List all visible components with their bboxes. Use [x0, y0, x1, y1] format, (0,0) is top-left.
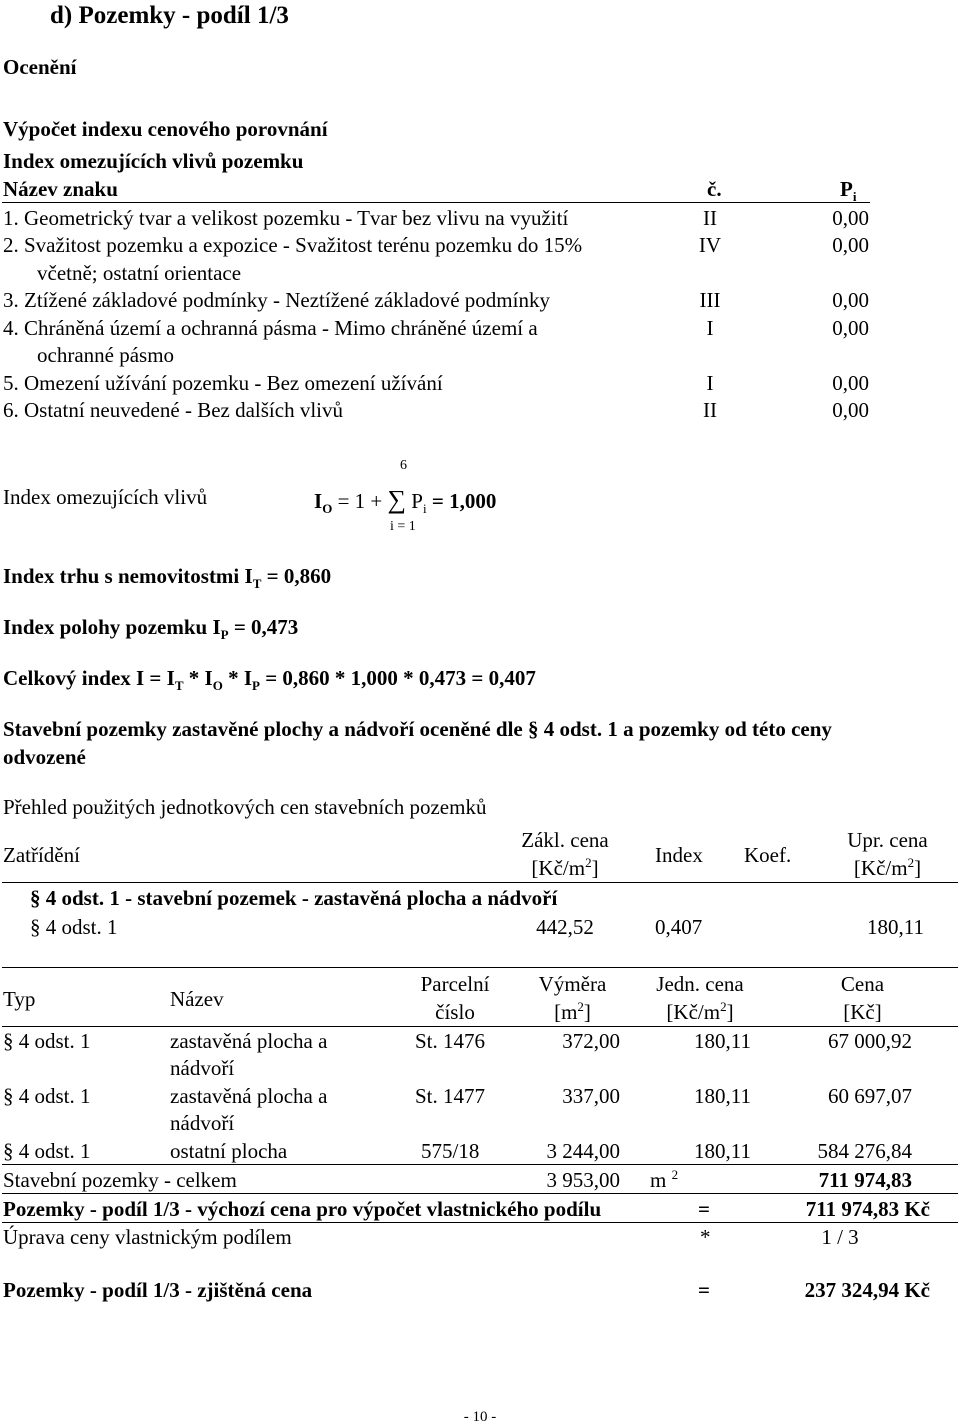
t1-row-1-name: 1. Geometrický tvar a velikost pozemku - Tvar bez vlivu na využití	[3, 206, 569, 230]
t2-group-label: § 4 odst. 1 - stavební pozemek - zastavěná plocha a nádvoří	[30, 886, 558, 910]
t1-row-2-name-cont: včetně; ostatní orientace	[37, 261, 242, 285]
uprava-operator: *	[700, 1225, 711, 1249]
section-index-title: Index omezujících vlivů pozemku	[3, 149, 304, 173]
t3-header-parcelni-line2: číslo	[435, 1000, 475, 1024]
t1-row-1-p: 0,00	[832, 206, 869, 230]
t3-total-bottom-divider	[2, 1193, 958, 1194]
formula-expression: $I_O = 1$ + ∑ $P_i = 1,000$	[314, 485, 497, 517]
t1-row-3-p: 0,00	[832, 288, 869, 312]
t3-header-divider	[2, 1026, 958, 1027]
section-oceneni: Ocenění	[3, 55, 77, 79]
section-vypocet-title: Výpočet indexu cenového porovnání	[3, 117, 328, 141]
t3-row-1-cena: 67 000,92	[828, 1029, 912, 1053]
t1-row-5-p: 0,00	[832, 371, 869, 395]
t3-header-cena-line1: Cena	[840, 972, 885, 996]
t3-row-1-vymera: 372,00	[562, 1029, 620, 1053]
t3-header-cena-line2: [Kč]	[843, 1000, 882, 1024]
zjistena-value: 237 324,94 Kč	[804, 1278, 930, 1302]
t3-row-3-typ: § 4 odst. 1	[3, 1139, 91, 1163]
t1-row-3-name: 3. Ztížené základové podmínky - Neztížené základové podmínky	[3, 288, 550, 312]
t3-row-2-vymera: 337,00	[562, 1084, 620, 1108]
t1-row-3-c: III	[699, 288, 721, 312]
t3-row-2-nazev-cont: nádvoří	[170, 1111, 235, 1135]
t1-row-4-c: I	[706, 316, 714, 340]
t2-header-index: Index	[655, 843, 703, 867]
t2-header-zatrideni: Zatřídění	[3, 843, 80, 867]
t2-header-divider	[2, 882, 958, 883]
prehled-title: Přehled použitých jednotkových cen stavebních pozemků	[3, 795, 487, 819]
stavebni-heading-line2: odvozené	[3, 745, 86, 769]
podil-value: 711 974,83 Kč	[805, 1197, 930, 1221]
t2-header-upr-line1: Upr. cena	[847, 828, 928, 852]
t1-row-6-p: 0,00	[832, 398, 869, 422]
t3-header-vymera-line1: Výměra	[538, 972, 607, 996]
t3-row-3-cena: 584 276,84	[817, 1139, 912, 1163]
zjistena-label: Pozemky - podíl 1/3 - zjištěná cena	[3, 1278, 313, 1302]
t1-row-4-p: 0,00	[832, 316, 869, 340]
t3-header-jedn-line1: Jedn. cena	[656, 972, 744, 996]
t1-row-2-name: 2. Svažitost pozemku a expozice - Svažitost terénu pozemku do 15%	[3, 233, 583, 257]
t1-row-2-p: 0,00	[832, 233, 869, 257]
formula-label: Index omezujících vlivů	[3, 485, 208, 509]
t2-header-zakl-line1: Zákl. cena	[521, 828, 609, 852]
t3-total-cena: 711 974,83	[818, 1168, 912, 1192]
index-trhu: Index trhu s nemovitostmi $I_T = 0,860$	[3, 564, 332, 592]
t3-row-2-cena: 60 697,07	[828, 1084, 912, 1108]
t3-row-1-nazev-cont: nádvoří	[170, 1056, 235, 1080]
podil-operator: =	[698, 1197, 710, 1221]
t1-row-2-c: IV	[698, 233, 722, 257]
t3-row-1-parcela: St. 1476	[415, 1029, 486, 1053]
t1-row-4-name-cont: ochranné pásmo	[37, 343, 175, 367]
t2-header-upr-line2: $[Kč/m^2]$	[853, 855, 922, 880]
t3-header-parcelni-line1: Parcelní	[420, 972, 490, 996]
t3-total-top-divider	[2, 1164, 958, 1165]
t1-row-6-c: II	[703, 398, 717, 422]
t1-header-c: č.	[707, 177, 722, 201]
t3-total-label: Stavební pozemky - celkem	[3, 1168, 237, 1192]
t2-header-koef: Koef.	[744, 843, 792, 867]
t3-row-1-typ: § 4 odst. 1	[3, 1029, 91, 1053]
t3-row-2-typ: § 4 odst. 1	[3, 1084, 91, 1108]
t3-row-1-nazev: zastavěná plocha a	[170, 1029, 328, 1053]
t3-row-1-jedn: 180,11	[694, 1029, 751, 1053]
t2-row-upr: 180,11	[867, 915, 924, 939]
t1-header-divider	[2, 202, 870, 203]
t3-header-vymera-line2: $[m^2]$	[554, 999, 591, 1024]
t3-header-nazev: Název	[170, 987, 224, 1011]
t3-total-vymera: 3 953,00	[546, 1168, 620, 1192]
t1-header-name: Název znaku	[3, 177, 118, 201]
t2-row-zatrideni: § 4 odst. 1	[30, 915, 118, 939]
t3-row-2-nazev: zastavěná plocha a	[170, 1084, 328, 1108]
t3-row-3-parcela: 575/18	[421, 1139, 480, 1163]
page-heading: d) Pozemky - podíl 1/3	[50, 2, 289, 29]
t3-header-jedn-line2: $[Kč/m^2]$	[666, 999, 734, 1024]
uprava-label: Úprava ceny vlastnickým podílem	[3, 1225, 292, 1249]
podil-divider	[2, 1222, 958, 1223]
t1-row-4-name: 4. Chráněná území a ochranná pásma - Mimo chráněné území a	[3, 316, 538, 340]
page-number: - 10 -	[463, 1409, 497, 1425]
t3-row-3-vymera: 3 244,00	[546, 1139, 620, 1163]
t1-row-5-name: 5. Omezení užívání pozemku - Bez omezení užívání	[3, 371, 443, 395]
t3-row-2-jedn: 180,11	[694, 1084, 751, 1108]
t2-row-zakl: 442,52	[536, 915, 594, 939]
index-polohy: Index polohy pozemku $I_P = 0,473$	[3, 615, 299, 643]
stavebni-heading-line1: Stavební pozemky zastavěné plochy a nádvoří oceněné dle § 4 odst. 1 a pozemky od této ceny	[3, 717, 832, 741]
t1-row-6-name: 6. Ostatní neuvedené - Bez dalších vlivů	[3, 398, 343, 422]
t1-header-p: $P_i$	[840, 177, 857, 205]
formula-lower-limit: i = 1	[390, 519, 416, 534]
t3-total-unit: m $^2$	[650, 1167, 679, 1192]
t1-row-5-c: I	[706, 371, 714, 395]
t1-row-1-c: II	[703, 206, 717, 230]
podil-label: Pozemky - podíl 1/3 - výchozí cena pro výpočet vlastnického podílu	[3, 1197, 602, 1221]
uprava-value: 1 / 3	[821, 1225, 859, 1249]
t3-row-3-nazev: ostatní plocha	[170, 1139, 288, 1163]
t3-row-3-jedn: 180,11	[694, 1139, 751, 1163]
t2-row-index: 0,407	[655, 915, 703, 939]
zjistena-operator: =	[698, 1278, 710, 1302]
t3-top-divider	[2, 967, 958, 968]
t3-row-2-parcela: St. 1477	[415, 1084, 486, 1108]
t3-header-typ: Typ	[3, 987, 36, 1011]
t2-header-zakl-line2: $[Kč/m^2]$	[531, 855, 599, 880]
formula-upper-limit: 6	[400, 458, 407, 473]
celkovy-index: Celkový index $I = I_T * I_O * I_P = 0,860 * 1,000 * 0,473 = 0,407$	[3, 666, 536, 694]
